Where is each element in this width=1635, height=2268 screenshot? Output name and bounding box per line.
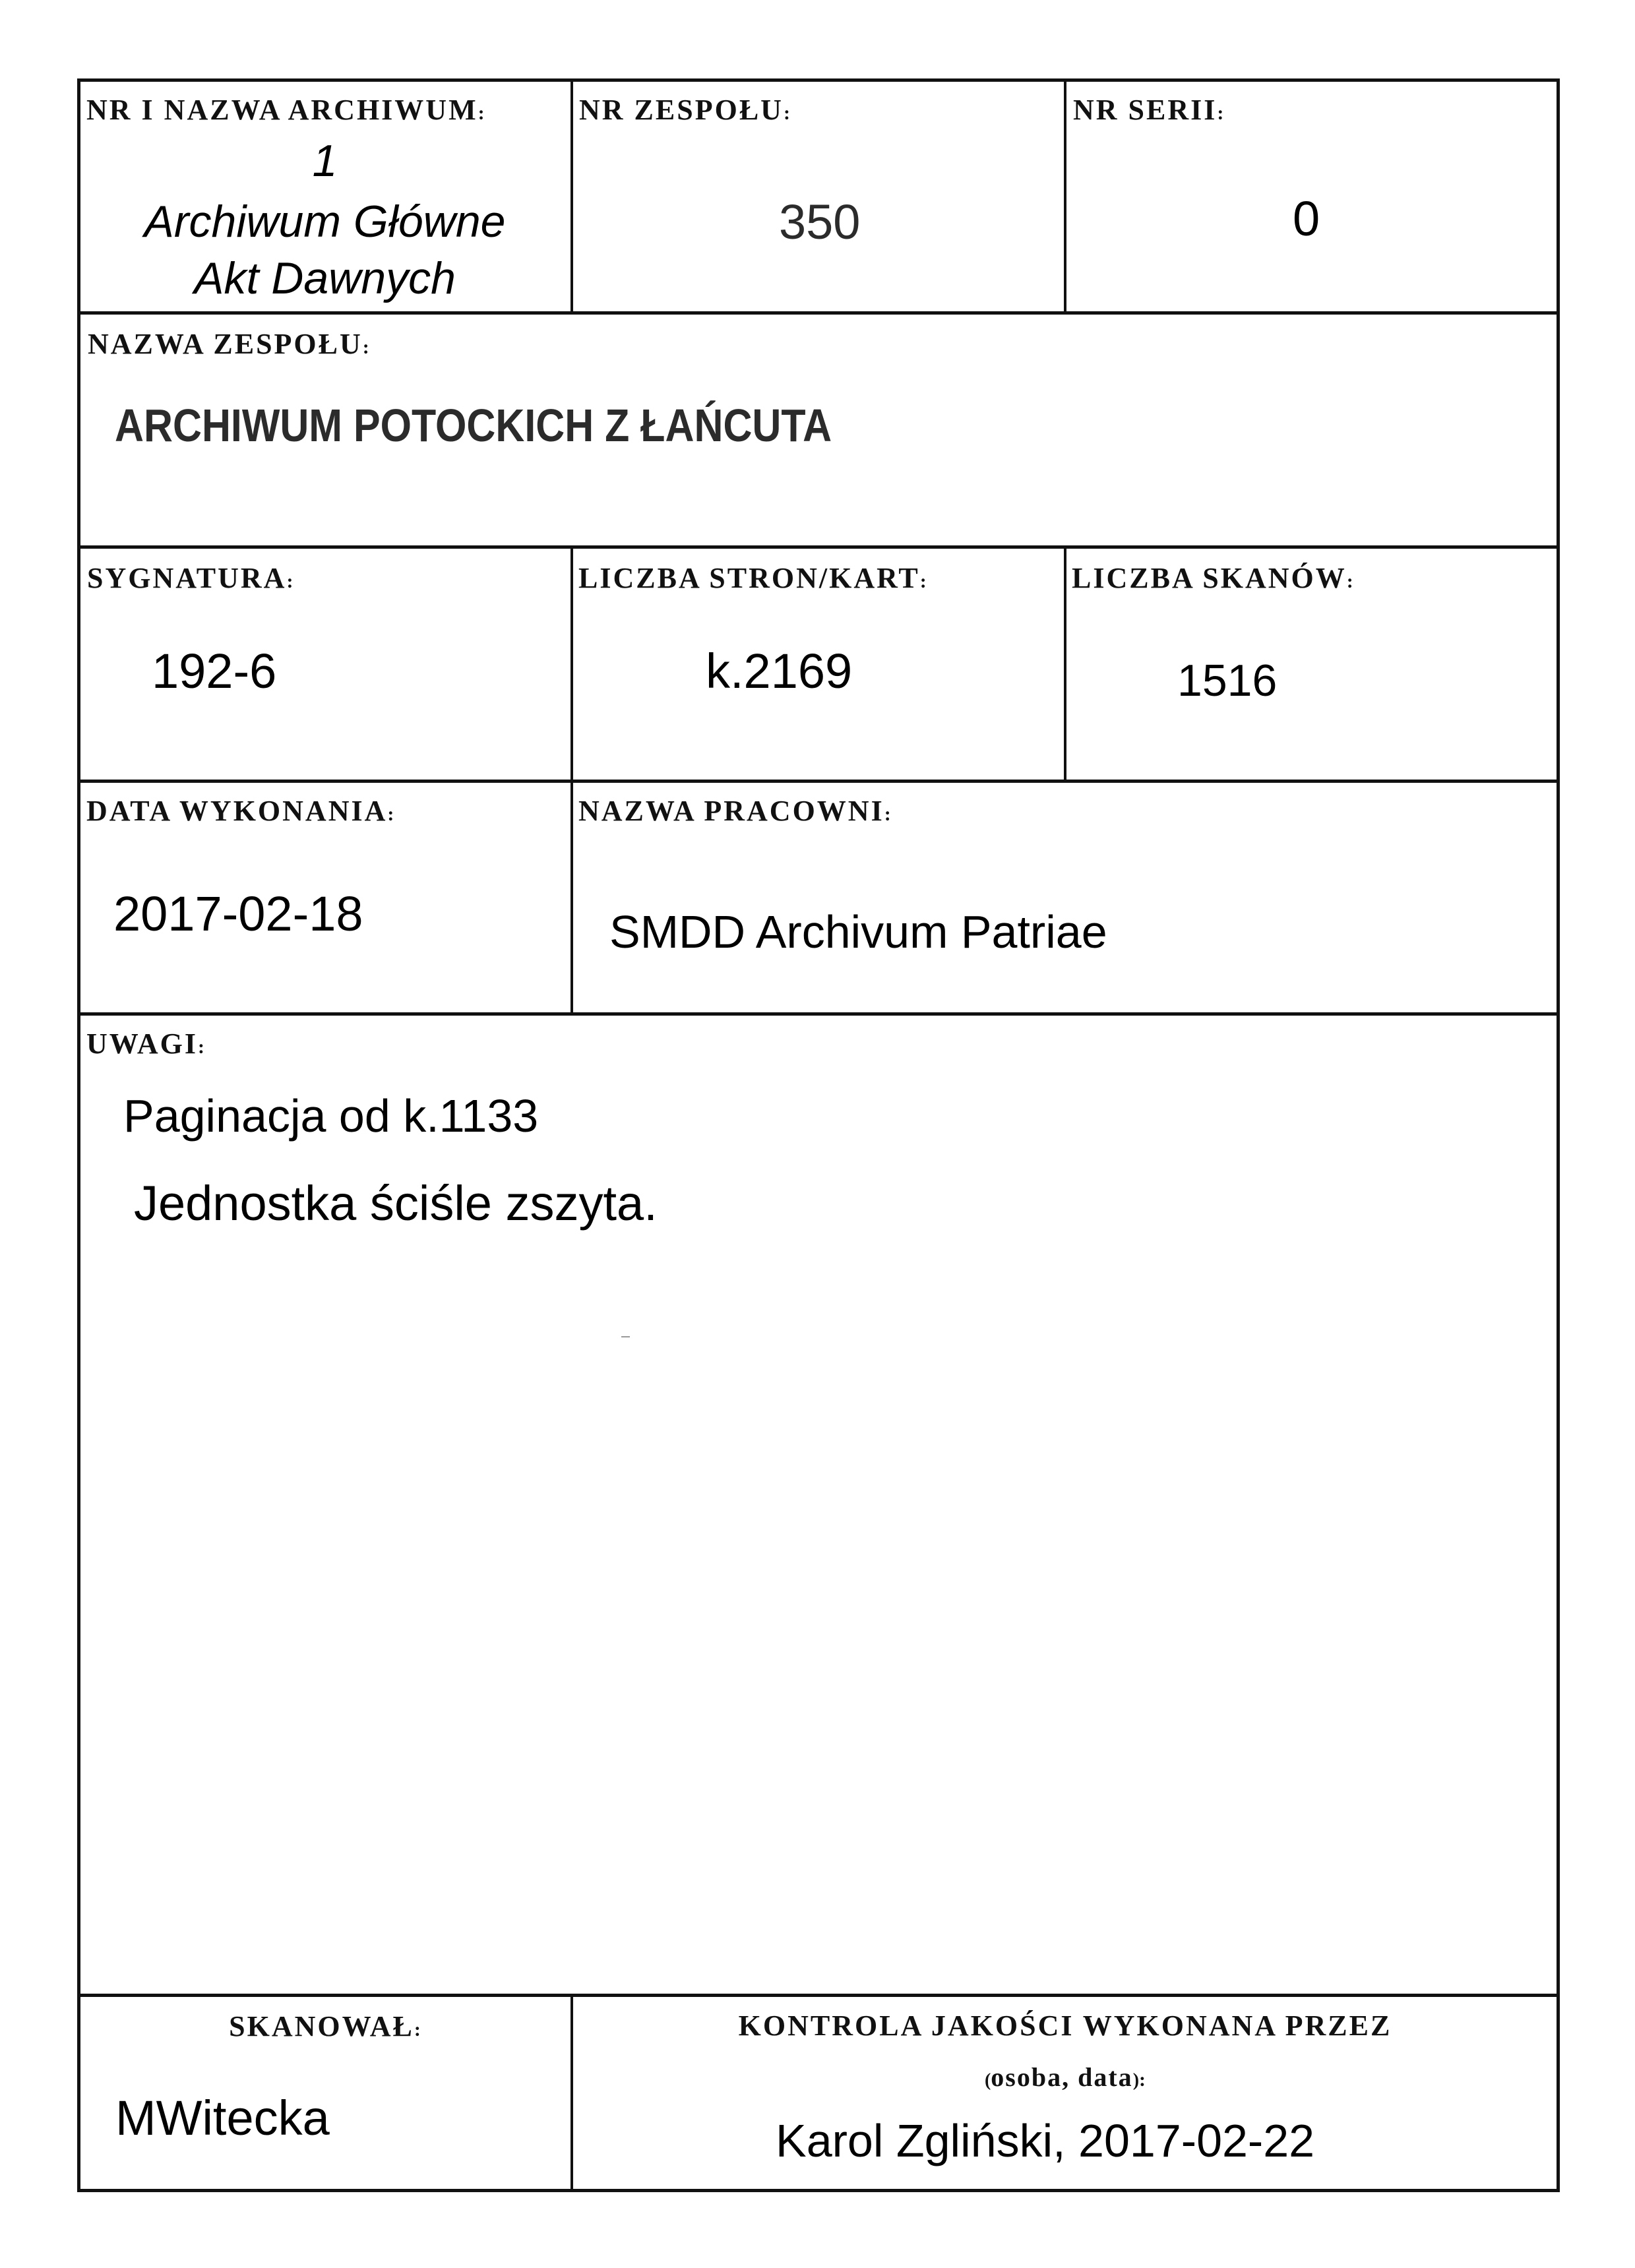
pages-count-label: LICZBA STRON/KART:	[578, 562, 927, 594]
series-number-value: 0	[1293, 191, 1320, 246]
notes-line-2: Jednostka ściśle zszyta.	[134, 1176, 658, 1231]
notes-line-1: Paginacja od k.1133	[123, 1090, 539, 1142]
archive-label: NR I NAZWA ARCHIWUM:	[86, 94, 485, 126]
row-divider-4	[78, 1012, 1558, 1016]
row-divider-1	[78, 311, 1558, 315]
fonds-name-text: ARCHIWUM POTOCKICH Z ŁAŃCUTA	[115, 400, 832, 451]
workshop-label: NAZWA PRACOWNI:	[578, 795, 891, 827]
stray-mark	[621, 1336, 630, 1337]
date-done-value: 2017-02-18	[113, 886, 363, 941]
workshop-value: SMDD Archivum Patriae	[609, 906, 1107, 958]
scanned-by-value: MWitecka	[115, 2091, 330, 2145]
quality-control-value: Karol Zgliński, 2017-02-22	[776, 2115, 1315, 2166]
col-divider-row3-a	[571, 547, 573, 781]
signature-label: SYGNATURA:	[87, 562, 293, 594]
col-divider-row1-b	[1064, 80, 1066, 313]
pages-count-value: k.2169	[706, 644, 853, 698]
archive-name-line2: Akt Dawnych	[194, 253, 456, 303]
scans-count-label: LICZBA SKANÓW:	[1072, 562, 1353, 594]
row-divider-5	[78, 1994, 1558, 1997]
row-divider-3	[78, 780, 1558, 783]
fonds-number-label: NR ZESPOŁU:	[579, 94, 790, 126]
scanned-by-label: SKANOWAŁ:	[229, 2010, 421, 2042]
quality-control-label: KONTROLA JAKOŚCI WYKONANA PRZEZ	[738, 2009, 1392, 2042]
fonds-name-label: NAZWA ZESPOŁU:	[88, 328, 369, 360]
scans-count-value: 1516	[1177, 656, 1278, 706]
fonds-number-value: 350	[779, 195, 861, 249]
archive-name-line1: Archiwum Główne	[144, 197, 506, 247]
date-done-label: DATA WYKONANIA:	[86, 795, 394, 827]
signature-value: 192-6	[152, 644, 277, 698]
col-divider-row3-b	[1064, 547, 1066, 781]
fonds-name-value	[115, 400, 939, 451]
archive-number: 1	[312, 136, 338, 186]
row-divider-2	[78, 545, 1558, 549]
quality-control-sublabel: (osoba, data):	[984, 2062, 1146, 2092]
col-divider-row4	[571, 781, 573, 1014]
notes-label: UWAGI:	[86, 1027, 205, 1060]
series-number-label: NR SERII:	[1073, 94, 1224, 126]
